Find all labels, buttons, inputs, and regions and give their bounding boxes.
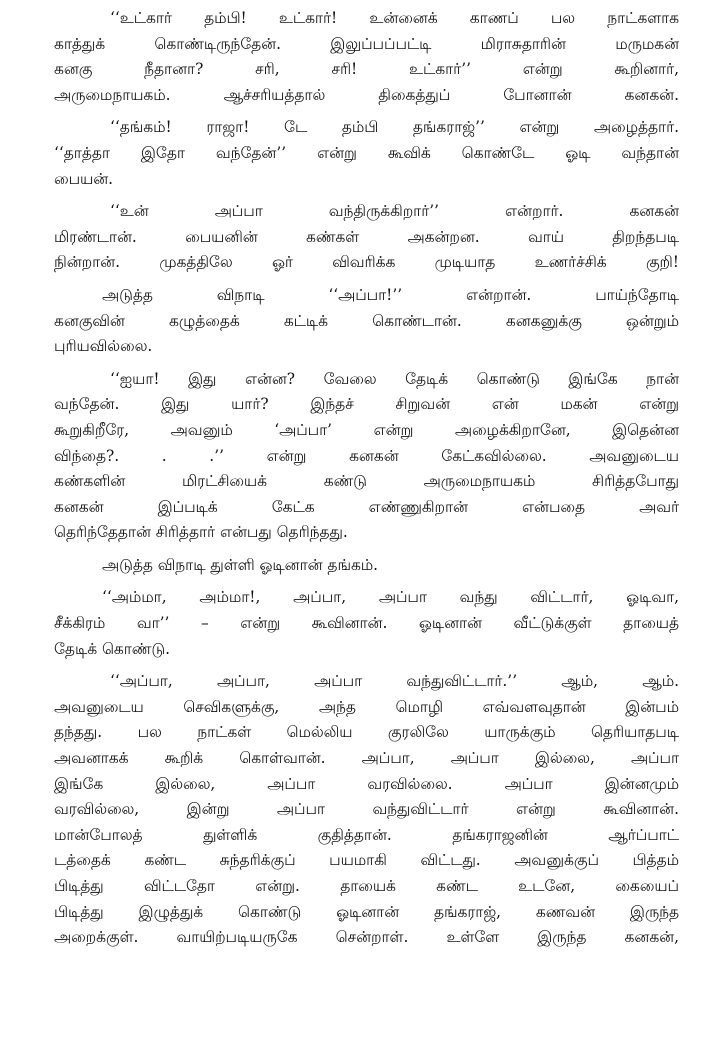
- text-line: ‘‘தாத்தா இதோ வந்தேன்’’ என்று கூவிக் கொண்டே ஓடி வந்தான்: [54, 143, 679, 162]
- text-line: ‘‘உட்கார் தம்பி! உட்கார்! உன்னைக் காணப் பல நாட்களாக: [110, 9, 679, 27]
- text-line: அடுத்த விநாடி ‘‘அப்பா!’’ என்றான். பாய்ந்தோடி: [102, 285, 679, 304]
- text-line: கனகுவின் கழுத்தைக் கட்டிக் கொண்டான். கனகனுக்கு ஒன்றும்: [54, 311, 679, 330]
- text-line: பையன்.: [54, 169, 114, 188]
- paragraph: [54, 6, 679, 108]
- text-line: ‘‘அம்மா, அம்மா!, அப்பா, அப்பா வந்து விட்டார், ஓடிவா,: [102, 588, 679, 607]
- text-line: வந்தேன். இது யார்? இந்தச் சிறுவன் என் மகன் என்று: [54, 395, 679, 414]
- text-line: கண்களின் மிரட்சியைக் கண்டு அருமைநாயகம் சிரித்தபோது: [54, 472, 679, 491]
- text-line: ‘‘உன் அப்பா வந்திருக்கிறார்’’ என்றார். கனகன்: [110, 202, 679, 221]
- text-line: கூறுகிறீரே, அவனும் ‘அப்பா’ என்று அழைக்கிறானே, இதென்ன: [54, 420, 679, 439]
- book-page: [54, 6, 679, 958]
- text-line: ‘‘ஐயா! இது என்ன? வேலை தேடிக் கொண்டு இங்கே நான்: [110, 369, 679, 388]
- text-line: அருமைநாயகம். ஆச்சரியத்தால் திகைத்துப் போனான் கனகன்.: [54, 85, 679, 104]
- text-line: தெரிந்தேதான் சிரித்தார் என்பது தெரிந்தது.: [54, 523, 348, 542]
- text-line: கனகன் இப்படிக் கேட்க எண்ணுகிறான் என்பதை அவர்: [54, 497, 679, 516]
- paragraph: [54, 553, 679, 579]
- text-line: பிடித்து விட்டதோ என்று. தாயைக் கண்ட உடனே, கையைப்: [54, 877, 679, 895]
- paragraph: [54, 199, 679, 276]
- paragraph: [54, 669, 679, 951]
- text-line: அவனுடைய செவிகளுக்கு, அந்த மொழி எவ்வளவுதான் இன்பம்: [54, 697, 679, 716]
- text-line: வரவில்லை, இன்று அப்பா வந்துவிட்டார் என்று கூவினான்.: [54, 800, 679, 819]
- text-line: கனகு நீதானா? சரி, சரி! உட்கார்’’ என்று கூறினார்,: [54, 60, 679, 79]
- text-line: இங்கே இல்லை, அப்பா வரவில்லை. அப்பா இன்னமும்: [54, 774, 679, 793]
- text-line: மான்போலத் துள்ளிக் குதித்தான். தங்கராஜனின் ஆர்ப்பாட்: [54, 825, 679, 844]
- paragraph: [54, 367, 679, 546]
- text-line: நின்றான். முகத்திலே ஓர் விவரிக்க முடியாத உணர்ச்சிக் குறி!: [54, 253, 679, 272]
- text-line: அவனாகக் கூறிக் கொள்வான். அப்பா, அப்பா இல்லை, அப்பா: [54, 749, 679, 768]
- text-line: சீக்கிரம் வா’’ – என்று கூவினான். ஓடினான் வீட்டுக்குள் தாயைத்: [54, 614, 679, 633]
- text-line: பிடித்து இழுத்துக் கொண்டு ஓடினான் தங்கராஜ், கணவன் இருந்த: [54, 902, 679, 921]
- text-line: அறைக்குள். வாயிற்படியருகே சென்றாள். உள்ளே இருந்த கனகன்,: [54, 928, 679, 947]
- text-line: விந்தை?. . .’’ என்று கனகன் கேட்கவில்லை. அவனுடைய: [54, 446, 679, 465]
- text-line: புரியவில்லை.: [54, 337, 153, 356]
- text-line: ‘‘தங்கம்! ராஜா! டே தம்பி தங்கராஜ்’’ என்று அழைத்தார்.: [110, 118, 679, 137]
- paragraph: [54, 283, 679, 360]
- paragraph: [54, 115, 679, 192]
- text-line: மிரண்டான். பையனின் கண்கள் அகன்றன. வாய் திறந்தபடி: [54, 227, 679, 246]
- text-line: காத்துக் கொண்டிருந்தேன். இலுப்பப்பட்டி மிராசுதாரின் மருமகன்: [54, 34, 679, 53]
- text-line: அடுத்த விநாடி துள்ளி ஓடினான் தங்கம்.: [102, 555, 379, 574]
- text-line: டத்தைக் கண்ட சுந்தரிக்குப் பயமாகி விட்டது. அவனுக்குப் பித்தம்: [54, 851, 679, 870]
- text-line: ‘‘அப்பா, அப்பா, அப்பா வந்துவிட்டார்.’’ ஆம், ஆம்.: [110, 672, 679, 691]
- text-line: தந்தது. பல நாட்கள் மெல்லிய குரலிலே யாருக்கும் தெரியாதபடி: [54, 723, 679, 742]
- text-line: தேடிக் கொண்டு.: [54, 639, 171, 658]
- paragraph: [54, 585, 679, 662]
